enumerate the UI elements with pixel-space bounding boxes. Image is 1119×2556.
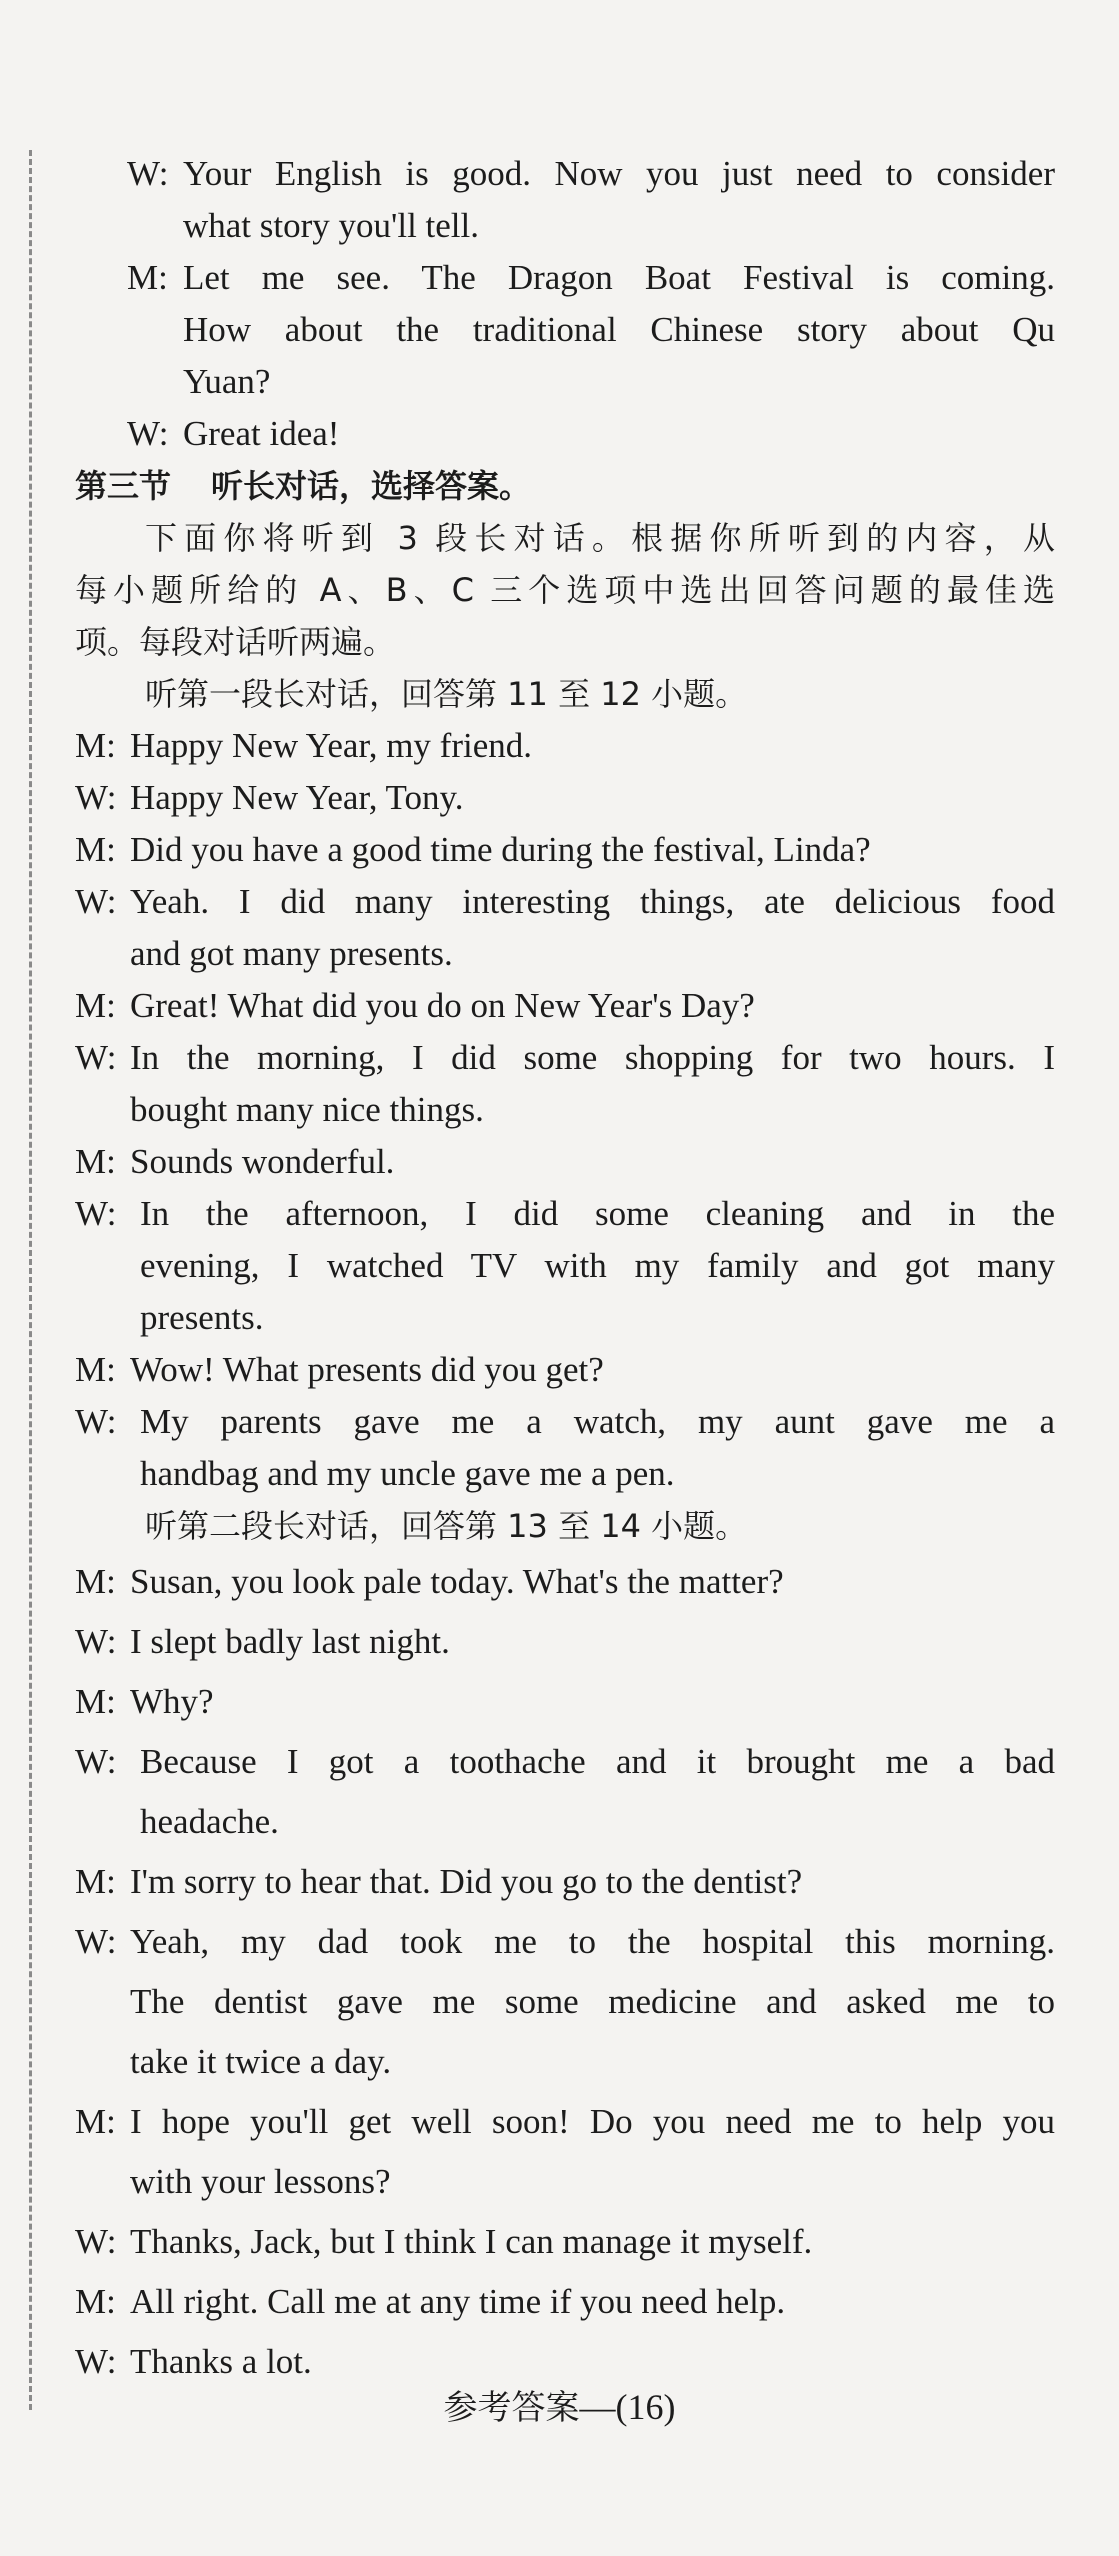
instruction-line — [75, 616, 1055, 668]
dialogue-line — [75, 876, 1055, 928]
dialogue-line — [75, 824, 1055, 876]
dialogue-text: what story you'll tell. — [183, 206, 479, 245]
dialogue-text: Sounds wonderful. — [130, 1142, 395, 1181]
speaker-label: W: — [75, 1194, 117, 1233]
dialogue-text: bought many nice things. — [130, 1090, 484, 1129]
dialogue-text: Yeah. I did many interesting things, ate delicious food — [130, 882, 1055, 921]
speaker-label: W: — [75, 2342, 117, 2381]
dialogue-text: Happy New Year, my friend. — [130, 726, 532, 765]
dialogue-line — [75, 2212, 1055, 2272]
footer-label: 参考答案 — [443, 2388, 580, 2428]
speaker-label: W: — [75, 2222, 117, 2261]
dialogue-text: In the morning, I did some shopping for two hours. I — [130, 1038, 1055, 1077]
dialogue-text: Yuan? — [183, 362, 271, 401]
dialogue-line — [75, 1396, 1055, 1448]
dialogue-line — [75, 356, 1055, 408]
speaker-label: M: — [75, 1862, 116, 1901]
dialogue-text: and got many presents. — [130, 934, 453, 973]
page-number: (16) — [615, 2387, 676, 2427]
dialogue-line — [75, 1448, 1055, 1500]
speaker-label: W: — [127, 154, 169, 193]
dialogue-text: Why? — [130, 1682, 214, 1721]
speaker-label: W: — [75, 1742, 117, 1781]
dialogue-line — [75, 1084, 1055, 1136]
dialogue-line — [75, 1188, 1055, 1240]
instruction-text: 下面你将听到 3 段长对话。根据你所听到的内容，从 — [145, 519, 1055, 557]
dialogue-line — [75, 1732, 1055, 1792]
dialogue-text: The dentist gave me some medicine and asked me to — [130, 1982, 1055, 2021]
dialogue-line — [75, 1792, 1055, 1852]
dialogue-text: Great! What did you do on New Year's Day? — [130, 986, 755, 1025]
dialogue-line — [75, 1972, 1055, 2032]
dialogue-line — [75, 1852, 1055, 1912]
dialogue-text: handbag and my uncle gave me a pen. — [140, 1454, 675, 1493]
section-number: 第三节 — [75, 467, 172, 505]
dialogue-line — [75, 2092, 1055, 2152]
dialogue-line — [75, 1032, 1055, 1084]
dialogue-line — [75, 1136, 1055, 1188]
dialogue-text: Wow! What presents did you get? — [130, 1350, 604, 1389]
speaker-label: M: — [127, 258, 168, 297]
dialogue-text: In the afternoon, I did some cleaning and in the — [140, 1194, 1055, 1233]
dialogue-text: presents. — [140, 1298, 264, 1337]
instruction-line — [75, 564, 1055, 616]
dialogue-line — [75, 1240, 1055, 1292]
dialogue-text: My parents gave me a watch, my aunt gave me a — [140, 1402, 1055, 1441]
speaker-label: M: — [75, 830, 116, 869]
speaker-label: W: — [75, 1038, 117, 1077]
speaker-label: M: — [75, 1350, 116, 1389]
speaker-label: W: — [75, 778, 117, 817]
dialogue-line — [75, 772, 1055, 824]
dialogue-line — [75, 2032, 1055, 2092]
instruction-text: 每小题所给的 A、B、C 三个选项中选出回答问题的最佳选 — [75, 571, 1055, 609]
dialogue-text: Thanks, Jack, but I think I can manage it myself. — [130, 2222, 813, 2261]
section-heading — [75, 460, 1055, 512]
dialogue-text: Great idea! — [183, 414, 340, 453]
speaker-label: M: — [75, 726, 116, 765]
speaker-label: W: — [75, 1922, 117, 1961]
dialogue-text: Your English is good. Now you just need to consider — [183, 154, 1055, 193]
dialogue-text: How about the traditional Chinese story about Qu — [183, 310, 1055, 349]
dialogue-text: with your lessons? — [130, 2162, 391, 2201]
dialogue-line — [75, 408, 1055, 460]
dialogue-line — [75, 252, 1055, 304]
dialogue-line — [75, 1292, 1055, 1344]
dialogue-line — [75, 1612, 1055, 1672]
speaker-label: M: — [75, 1142, 116, 1181]
dialogue-text: All right. Call me at any time if you need help. — [130, 2282, 786, 2321]
dialogue-text: I hope you'll get well soon! Do you need me to help you — [130, 2102, 1055, 2141]
dialogue-line — [75, 1552, 1055, 1612]
instruction-text: 项。每段对话听两遍。 — [75, 623, 396, 661]
speaker-label: M: — [75, 1562, 116, 1601]
instruction-line — [75, 512, 1055, 564]
dialogue-line — [75, 928, 1055, 980]
speaker-label: W: — [75, 1622, 117, 1661]
listen-instruction: 听第二段长对话，回答第 13 至 14 小题。 — [145, 1507, 748, 1545]
dialogue-line — [75, 1344, 1055, 1396]
dialogue-text: Thanks a lot. — [130, 2342, 312, 2381]
dialogue-text: I'm sorry to hear that. Did you go to the dentist? — [130, 1862, 803, 1901]
speaker-label: M: — [75, 1682, 116, 1721]
dialogue-line — [75, 304, 1055, 356]
dialogue-text: Happy New Year, Tony. — [130, 778, 464, 817]
speaker-label: W: — [127, 414, 169, 453]
page-footer — [0, 2380, 1119, 2429]
dialogue-line — [75, 2152, 1055, 2212]
dialogue-text: Because I got a toothache and it brought me a bad — [140, 1742, 1055, 1781]
binding-cut-line — [29, 150, 32, 2410]
dialogue-line — [75, 2272, 1055, 2332]
dialogue-text: Susan, you look pale today. What's the matter? — [130, 1562, 784, 1601]
dialogue-text: take it twice a day. — [130, 2042, 392, 2081]
dialogue-text: Did you have a good time during the festival, Linda? — [130, 830, 871, 869]
speaker-label: M: — [75, 986, 116, 1025]
dialogue-line — [75, 980, 1055, 1032]
dialogue-text: I slept badly last night. — [130, 1622, 450, 1661]
speaker-label: W: — [75, 1402, 117, 1441]
dialogue-line — [75, 1912, 1055, 1972]
speaker-label: M: — [75, 2102, 116, 2141]
dialogue-text: Yeah, my dad took me to the hospital this morning. — [130, 1922, 1055, 1961]
dialogue-text: Let me see. The Dragon Boat Festival is coming. — [183, 258, 1055, 297]
page-content — [75, 148, 1055, 2392]
footer-dash: — — [579, 2387, 616, 2427]
dialogue-text: headache. — [140, 1802, 279, 1841]
speaker-label: W: — [75, 882, 117, 921]
dialogue-line — [75, 1672, 1055, 1732]
dialogue-line — [75, 200, 1055, 252]
dialogue-text: evening, I watched TV with my family and got many — [140, 1246, 1055, 1285]
dialogue-line — [75, 148, 1055, 200]
dialogue-line — [75, 720, 1055, 772]
listen-instruction: 听第一段长对话，回答第 11 至 12 小题。 — [145, 675, 748, 713]
section-title: 听长对话，选择答案。 — [211, 467, 532, 505]
speaker-label: M: — [75, 2282, 116, 2321]
